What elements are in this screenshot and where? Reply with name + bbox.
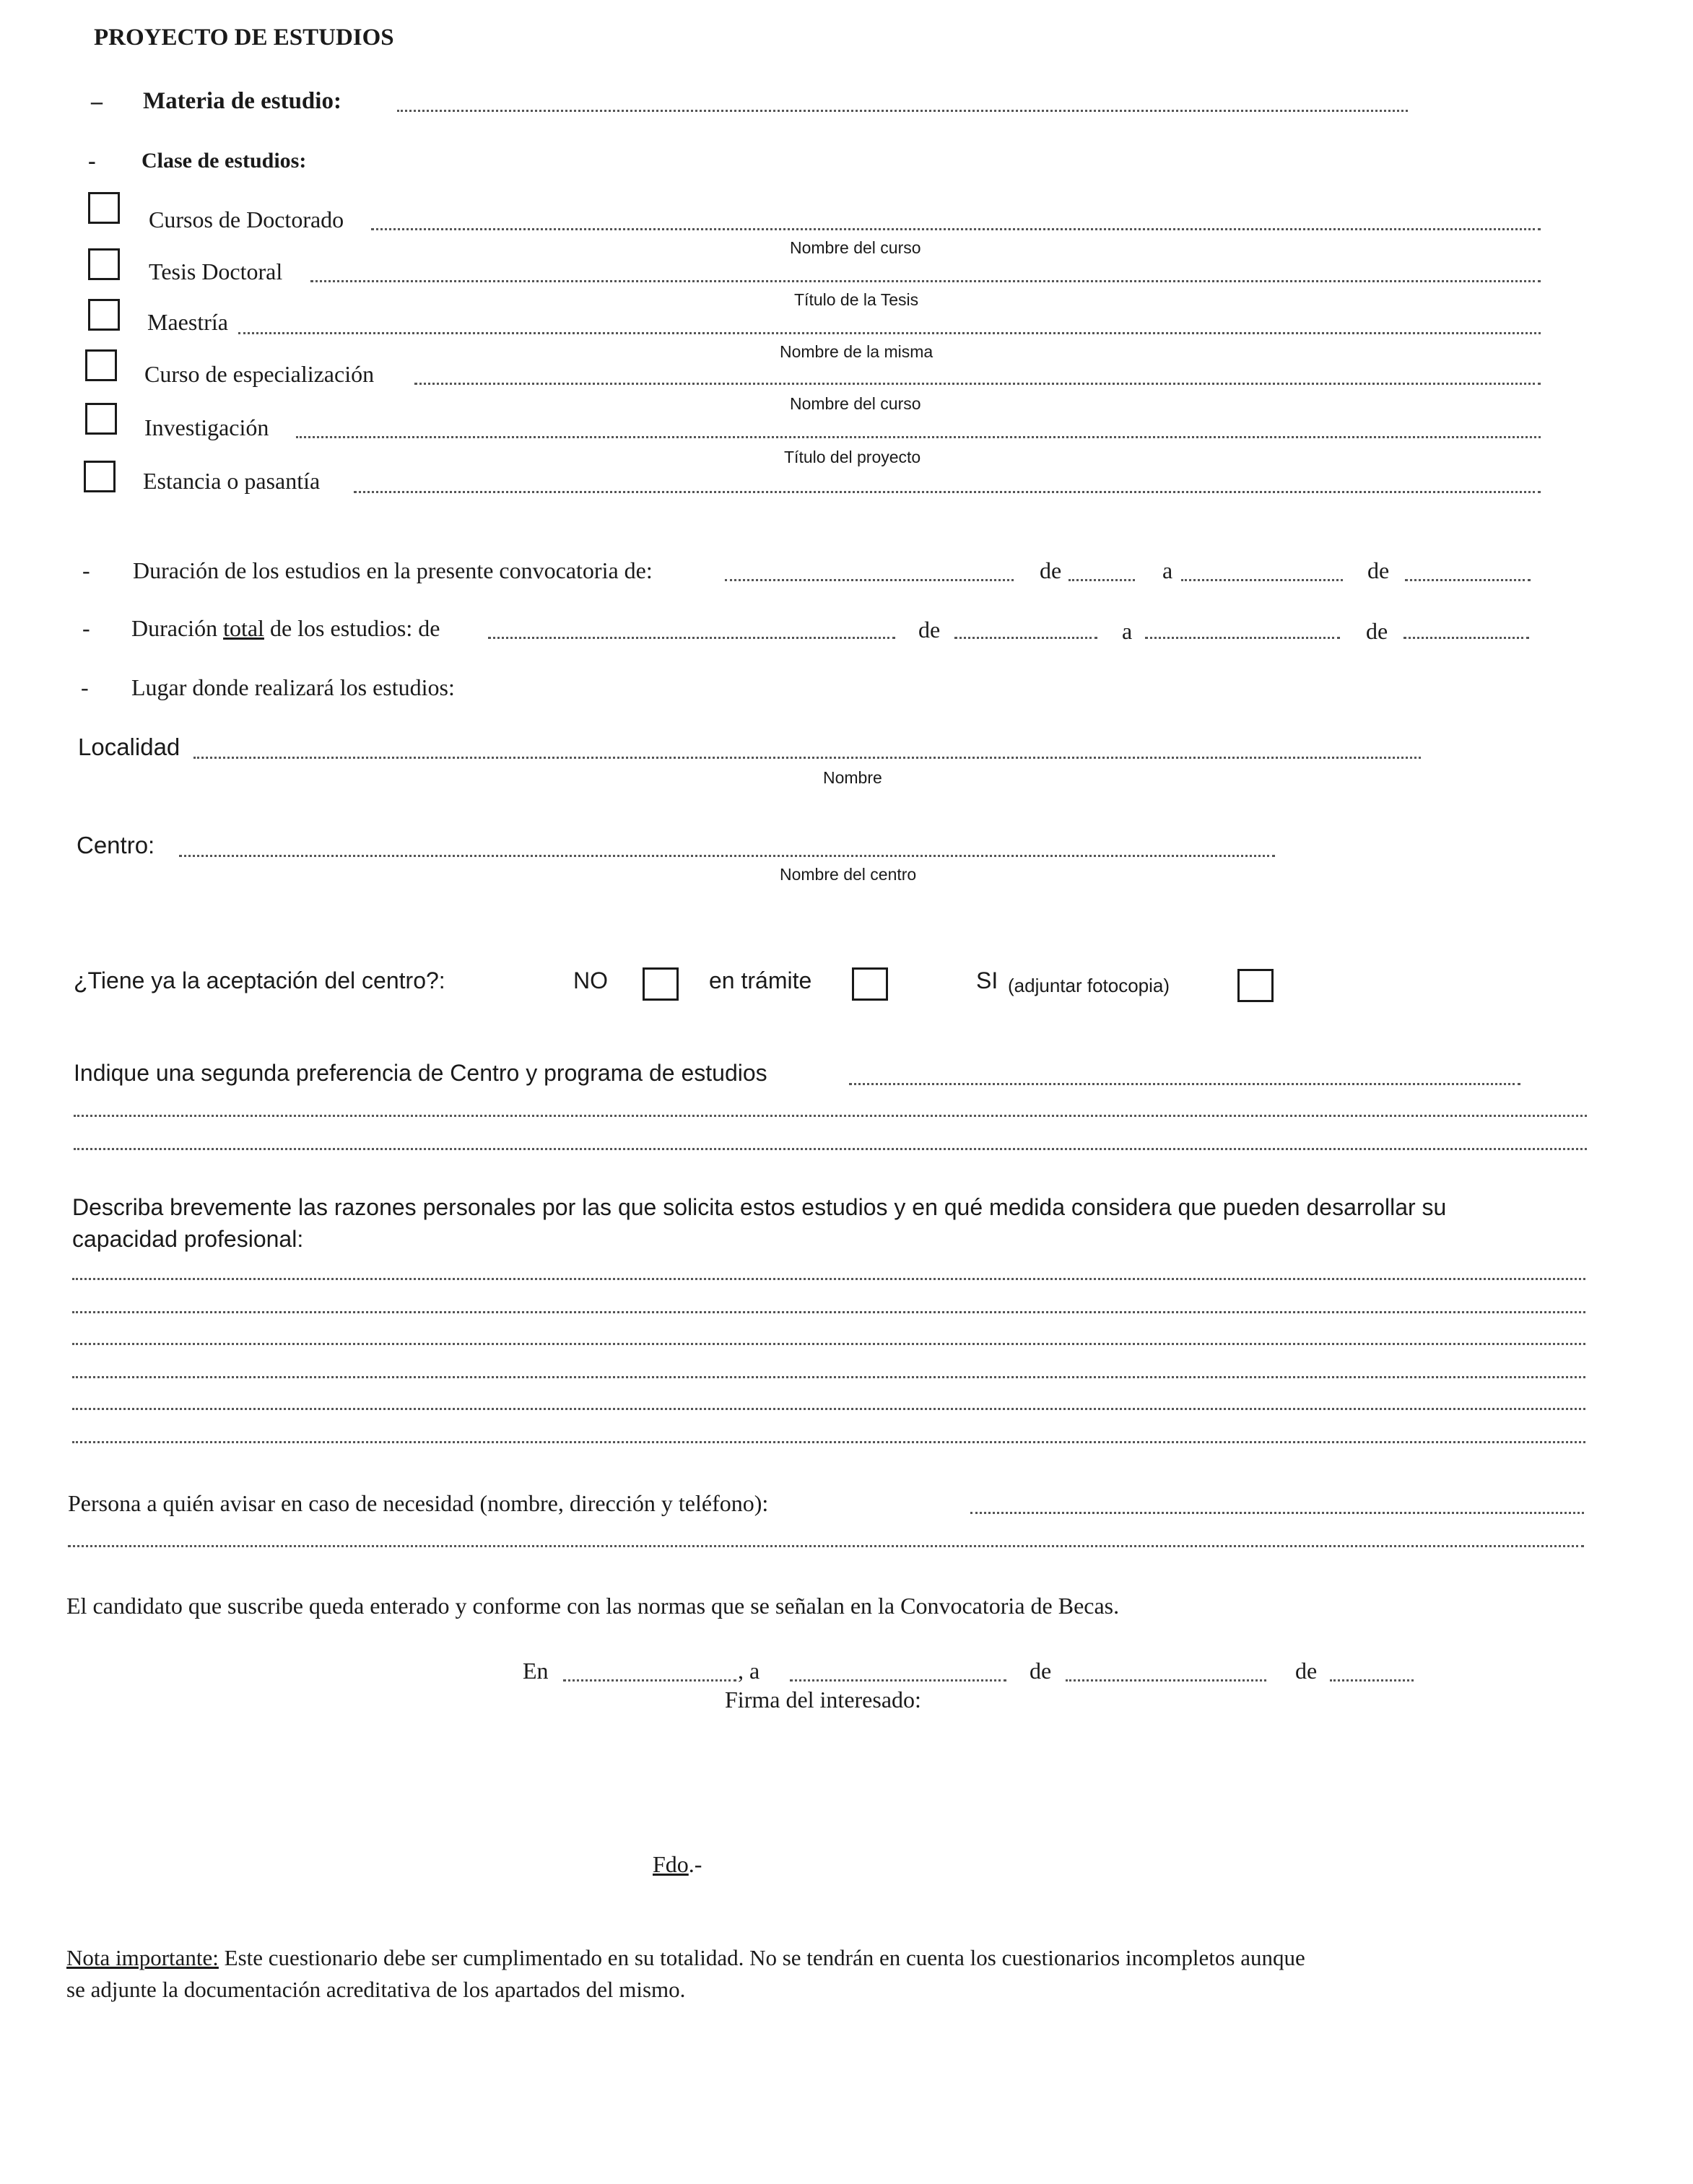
duracion-total-hasta-field[interactable] bbox=[1145, 637, 1340, 639]
duracion-total-dash: - bbox=[82, 615, 90, 641]
cursos-doctorado-field[interactable] bbox=[371, 228, 1541, 230]
fecha-mes-field[interactable] bbox=[1066, 1679, 1266, 1681]
fecha-de1-label: de bbox=[1030, 1658, 1052, 1684]
lugar-label: Lugar donde realizará los estudios: bbox=[131, 674, 455, 700]
fdo-rest: .- bbox=[688, 1851, 702, 1877]
duracion-total-label-pre: Duración bbox=[131, 615, 218, 641]
aceptacion-si-label: SI bbox=[976, 967, 998, 993]
checkbox-en-tramite[interactable] bbox=[852, 967, 888, 1001]
fdo-underlined: Fdo bbox=[653, 1851, 689, 1877]
duracion-total-label-post: de los estudios: de bbox=[269, 615, 440, 641]
study-type-caption: Título de la Tesis bbox=[794, 290, 919, 309]
duracion-presente-label: Duración de los estudios en la presente convocatoria de: bbox=[133, 557, 653, 583]
duracion-total-de1: de bbox=[918, 617, 941, 643]
fdo-label bbox=[653, 1851, 702, 1878]
razones-field-6[interactable] bbox=[72, 1441, 1585, 1443]
persona-field-1[interactable] bbox=[970, 1512, 1584, 1514]
duracion-total-label-total: total bbox=[223, 615, 264, 641]
aceptacion-question: ¿Tiene ya la aceptación del centro?: bbox=[74, 967, 445, 993]
duracion-presente-dash: - bbox=[82, 557, 90, 583]
checkbox-no[interactable] bbox=[643, 967, 679, 1001]
razones-field-2[interactable] bbox=[72, 1311, 1585, 1313]
duracion-total-desde-field[interactable] bbox=[488, 637, 895, 639]
nota-line-1 bbox=[66, 1945, 1305, 1971]
razones-line-2: capacidad profesional: bbox=[72, 1226, 304, 1252]
checkbox-investigacion[interactable] bbox=[85, 403, 117, 435]
nota-label: Nota importante: bbox=[66, 1945, 219, 1970]
firma-label: Firma del interesado: bbox=[725, 1687, 921, 1713]
segunda-preferencia-field-3[interactable] bbox=[74, 1148, 1587, 1150]
duracion-total-de2: de bbox=[1366, 618, 1388, 644]
persona-field-2[interactable] bbox=[68, 1545, 1584, 1547]
checkbox-tesis-doctoral[interactable] bbox=[88, 248, 120, 280]
fecha-dia-field[interactable] bbox=[790, 1679, 1006, 1681]
checkbox-estancia-pasantia[interactable] bbox=[84, 461, 116, 492]
estancia-pasantia-field[interactable] bbox=[354, 491, 1541, 493]
conforme-text: El candidato que suscribe queda enterado y conforme con las normas que se señalan en la Convocatoria de Becas. bbox=[66, 1593, 1120, 1619]
duracion-total-mes2-field[interactable] bbox=[1403, 637, 1529, 639]
study-type-label: Cursos de Doctorado bbox=[149, 206, 344, 232]
clase-dash: - bbox=[88, 147, 96, 173]
razones-field-4[interactable] bbox=[72, 1376, 1585, 1378]
materia-label: Materia de estudio: bbox=[143, 88, 341, 114]
fecha-lugar-field[interactable] bbox=[563, 1679, 736, 1681]
fecha-anio-field[interactable] bbox=[1330, 1679, 1414, 1681]
materia-dash: – bbox=[91, 88, 103, 114]
centro-field[interactable] bbox=[179, 855, 1275, 857]
nota-text-1: Este cuestionario debe ser cumplimentado en su totalidad. No se tendrán en cuenta los cuestionarios incompletos aunque bbox=[224, 1945, 1305, 1970]
localidad-caption: Nombre bbox=[823, 768, 882, 787]
persona-label: Persona a quién avisar en caso de necesidad (nombre, dirección y teléfono): bbox=[68, 1490, 769, 1516]
study-type-caption: Título del proyecto bbox=[784, 448, 921, 466]
maestria-field[interactable] bbox=[238, 332, 1541, 334]
duracion-presente-mes1-field[interactable] bbox=[1069, 579, 1135, 581]
tesis-doctoral-field[interactable] bbox=[310, 280, 1541, 282]
fecha-a-label: , a bbox=[738, 1658, 760, 1684]
duracion-total-mes1-field[interactable] bbox=[954, 637, 1097, 639]
study-type-label: Maestría bbox=[147, 309, 228, 335]
clase-label: Clase de estudios: bbox=[142, 149, 307, 173]
duracion-presente-mes2-field[interactable] bbox=[1405, 579, 1531, 581]
localidad-label: Localidad bbox=[78, 734, 180, 760]
razones-line-1: Describa brevemente las razones personales por las que solicita estos estudios y en qué medida considera que pueden desarrollar su bbox=[72, 1194, 1447, 1220]
checkbox-cursos-doctorado[interactable] bbox=[88, 192, 120, 224]
localidad-field[interactable] bbox=[193, 757, 1421, 759]
centro-label: Centro: bbox=[77, 832, 155, 858]
study-type-label: Investigación bbox=[144, 414, 269, 440]
checkbox-maestria[interactable] bbox=[88, 299, 120, 331]
duracion-total-a: a bbox=[1122, 618, 1133, 644]
razones-field-5[interactable] bbox=[72, 1408, 1585, 1410]
nota-line-2: se adjunte la documentación acreditativa de los apartados del mismo. bbox=[66, 1977, 686, 2002]
study-type-label: Tesis Doctoral bbox=[149, 258, 283, 284]
aceptacion-no-label: NO bbox=[573, 967, 608, 993]
curso-especializacion-field[interactable] bbox=[414, 383, 1541, 385]
segunda-preferencia-field-1[interactable] bbox=[849, 1083, 1520, 1085]
duracion-presente-a: a bbox=[1162, 557, 1173, 583]
razones-field-3[interactable] bbox=[72, 1343, 1585, 1345]
duracion-presente-hasta-field[interactable] bbox=[1181, 579, 1343, 581]
aceptacion-tramite-label: en trámite bbox=[709, 967, 812, 993]
duracion-presente-desde-field[interactable] bbox=[725, 579, 1014, 581]
fecha-de2-label: de bbox=[1295, 1658, 1318, 1684]
duracion-total-label bbox=[131, 615, 440, 642]
fecha-en-label: En bbox=[523, 1658, 549, 1684]
study-type-caption: Nombre del curso bbox=[790, 238, 921, 257]
study-type-caption: Nombre de la misma bbox=[780, 342, 933, 361]
page-title: PROYECTO DE ESTUDIOS bbox=[94, 25, 394, 51]
study-type-caption: Nombre del curso bbox=[790, 394, 921, 413]
razones-field-1[interactable] bbox=[72, 1278, 1585, 1280]
centro-caption: Nombre del centro bbox=[780, 865, 917, 884]
aceptacion-si-note: (adjuntar fotocopia) bbox=[1008, 975, 1170, 996]
segunda-preferencia-label: Indique una segunda preferencia de Centro y programa de estudios bbox=[74, 1060, 767, 1086]
duracion-presente-de2: de bbox=[1367, 557, 1390, 583]
segunda-preferencia-field-2[interactable] bbox=[74, 1115, 1587, 1117]
study-type-label: Curso de especialización bbox=[144, 361, 375, 387]
materia-field[interactable] bbox=[397, 110, 1408, 112]
checkbox-si[interactable] bbox=[1237, 969, 1274, 1002]
checkbox-curso-especializacion[interactable] bbox=[85, 349, 117, 381]
lugar-dash: - bbox=[81, 674, 89, 700]
duracion-presente-de1: de bbox=[1040, 557, 1062, 583]
study-type-label: Estancia o pasantía bbox=[143, 468, 321, 494]
investigacion-field[interactable] bbox=[296, 436, 1541, 438]
